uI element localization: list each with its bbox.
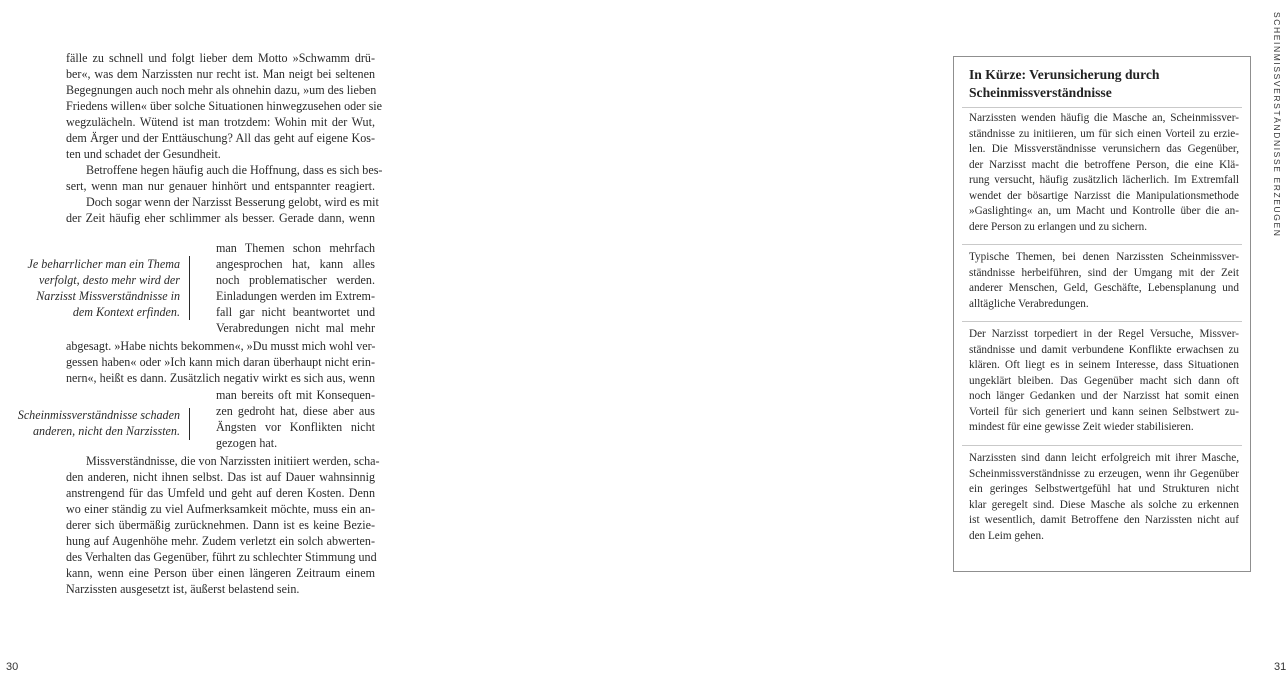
body-line: Missverständnisse, die von Narzissten initiiert werden, scha- [86,454,380,468]
summary-box-title [969,66,1239,102]
pull-quote-rule [189,408,190,440]
body-line: man bereits oft mit Konsequen- [216,388,375,402]
summary-box-line: mindest für eine gewisse Zeit wieder stabilisieren. [969,421,1194,433]
pull-quote-line: Je beharrlicher man ein Thema [27,257,180,271]
body-line: ten und schadet der Gesundheit. [66,147,221,161]
body-line: dem Ärger und der Enttäuschung? All das geht auf eigene Kos- [66,131,375,145]
pull-quote-line: dem Kontext erfinden. [72,305,180,319]
summary-box-line: ein geringes Selbstwertgefühl hat und Strukturen nicht [969,483,1239,495]
summary-box-line: Vorteil für sich generiert und kann seinen Selbstwert zu- [969,405,1239,418]
body-line: abgesagt. »Habe nichts bekommen«, »Du musst mich wohl ver- [66,339,376,353]
summary-box-title-line: Scheinmissverständnisse [969,85,1112,100]
body-line: gezogen hat. [216,436,278,450]
body-line: sert, wenn man nur genauer hinhört und entspannter reagiert. [66,179,375,193]
summary-box-line: wendet der bösartige Narzisst die Manipulationsmethode [969,189,1239,202]
summary-box-line: Typische Themen, bei denen Narzissten Scheinmissver- [969,251,1239,263]
pull-quote-rule [189,256,190,320]
summary-box-line: anderer Menschen, Geld, Geschäfte, Lebensplanung und [969,282,1239,294]
body-line: derer sich übermäßig zurücknehmen. Dann ist es keine Bezie- [66,518,375,532]
summary-box-line: ständnisse zu initiieren, um für sich einen Vorteil zu erzie- [969,127,1239,140]
summary-box-line: den Leim gehen. [969,529,1044,542]
body-line: Narzissten ausgesetzt ist, äußerst belastend sein. [66,582,300,596]
body-line: Ängsten vor Konflikten nicht [216,420,375,434]
body-line: den anderen, nicht ihnen selbst. Das ist auf Dauer wahnsinnig [66,470,375,484]
left-page [0,0,430,688]
summary-box-line: Narzissten wenden häufig die Masche an, Scheinmissver- [969,112,1239,124]
body-line: Verabredungen nicht mal mehr [216,321,375,335]
summary-box-line: klar geregelt sind. Diese Masche als solche zu erkennen [969,498,1239,511]
summary-box-line: ständnisse und damit verbundene Konflikte erwachsen zu [969,343,1239,356]
summary-box-line: klären. Oft liegt es in seinem Interesse, dass Situationen [969,359,1239,371]
summary-box-paragraph [969,451,1239,544]
running-head: SCHEINMISSVERSTÄNDNISSE ERZEUGEN [1272,12,1282,238]
pull-quote-line: Scheinmissverständnisse schaden [17,408,180,422]
summary-box-line: noch länger Gedanken und der Narzisst hat somit einen [969,390,1239,402]
body-line: noch problematischer werden. [216,273,375,287]
body-line: Einladungen werden im Extrem- [216,289,375,303]
body-line: fall gar nicht beantwortet und [216,305,375,319]
summary-box-line: ist wesentlich, damit Betroffene den Narzissten nicht auf [969,514,1239,526]
summary-box-line: Narzissten sind dann leicht erfolgreich mit ihrer Masche, [969,452,1239,464]
right-page [430,0,1286,688]
summary-box-divider [962,244,1242,245]
body-line: zen gedroht hat, diese aber aus [216,404,375,418]
body-line: Begegnungen auch noch mehr als ohnehin dazu, »um des lieben [66,83,377,97]
body-line: man Themen schon mehrfach [216,241,375,255]
summary-box-line: dere Person zu erlangen und zu sichern. [969,220,1148,233]
body-line: Friedens willen« über solche Situationen hinwegzusehen oder sie [66,99,383,113]
body-line: ber«, was dem Narzissten nur recht ist. Man neigt bei seltenen [66,67,375,81]
body-line: gessen haben« oder »Ich kann mich daran überhaupt nicht erin- [66,355,375,369]
pull-quote-line: anderen, nicht den Narzissten. [32,424,180,438]
page-number: 31 [1274,661,1286,673]
body-line: der Zeit häufig eher schlimmer als besser. Gerade dann, wenn [66,211,375,225]
body-line: wegzulächeln. Wütend ist man trotzdem: Wohin mit der Wut, [66,115,375,129]
body-line: nern«, heißt es dann. Zusätzlich negativ wirkt es sich aus, wenn [66,371,375,385]
summary-box-paragraph [969,111,1239,235]
summary-box-line: rung versucht, häufig zusätzlich lächerlich. Im Extremfall [969,174,1239,186]
summary-box-line: Der Narzisst torpediert in der Regel Versuche, Missver- [969,328,1239,340]
summary-box-divider [962,107,1242,108]
summary-box-paragraph [969,250,1239,312]
body-line: fälle zu schnell und folgt lieber dem Motto »Schwamm drü- [66,51,375,65]
body-line: des Verhalten das Gegenüber, führt zu schlechter Stimmung und [66,550,377,564]
summary-box-paragraph [969,327,1239,436]
pull-quote-line: verfolgt, desto mehr wird der [39,273,180,287]
body-line: kann, wenn eine Person über einen längeren Zeitraum einem [66,566,375,580]
summary-box-line: »Gaslighting« an, um Macht und Kontrolle über die an- [969,205,1239,217]
summary-box-title-line: In Kürze: Verunsicherung durch [969,67,1160,82]
summary-box-line: Scheinmissverständnisse zu erzeugen, wenn ihr Gegenüber [969,467,1239,480]
body-line: Betroffene hegen häufig auch die Hoffnung, dass es sich bes- [86,163,383,177]
summary-box-line: ständnisse herbeiführen, sind der Umgang mit der Zeit [969,266,1239,279]
summary-box-line: len. Die Missverständnisse verunsichern das Gegenüber, [969,143,1239,155]
body-line: hung auf Augenhöhe mehr. Zudem verletzt ein solch abwerten- [66,534,375,548]
summary-box-divider [962,321,1242,322]
body-line: Doch sogar wenn der Narzisst Besserung gelobt, wird es mit [86,195,379,209]
page-number: 30 [6,661,19,673]
summary-box-line: der Narzisst macht die betroffene Person, die eine Klä- [969,158,1239,171]
body-line: wo einer ständig zu viel Aufmerksamkeit möchte, muss ein an- [66,502,375,516]
pull-quote-line: Narzisst Missverständnisse in [36,289,180,303]
body-line: angesprochen hat, kann alles [216,257,375,271]
summary-box-line: ungeklärt bleiben. Das Gegenüber macht sich dann oft [969,374,1239,387]
summary-box-line: alltägliche Verabredungen. [969,297,1089,310]
body-line: anstrengend für das Umfeld und geht auf deren Kosten. Denn [66,486,375,500]
summary-box-divider [962,445,1242,446]
